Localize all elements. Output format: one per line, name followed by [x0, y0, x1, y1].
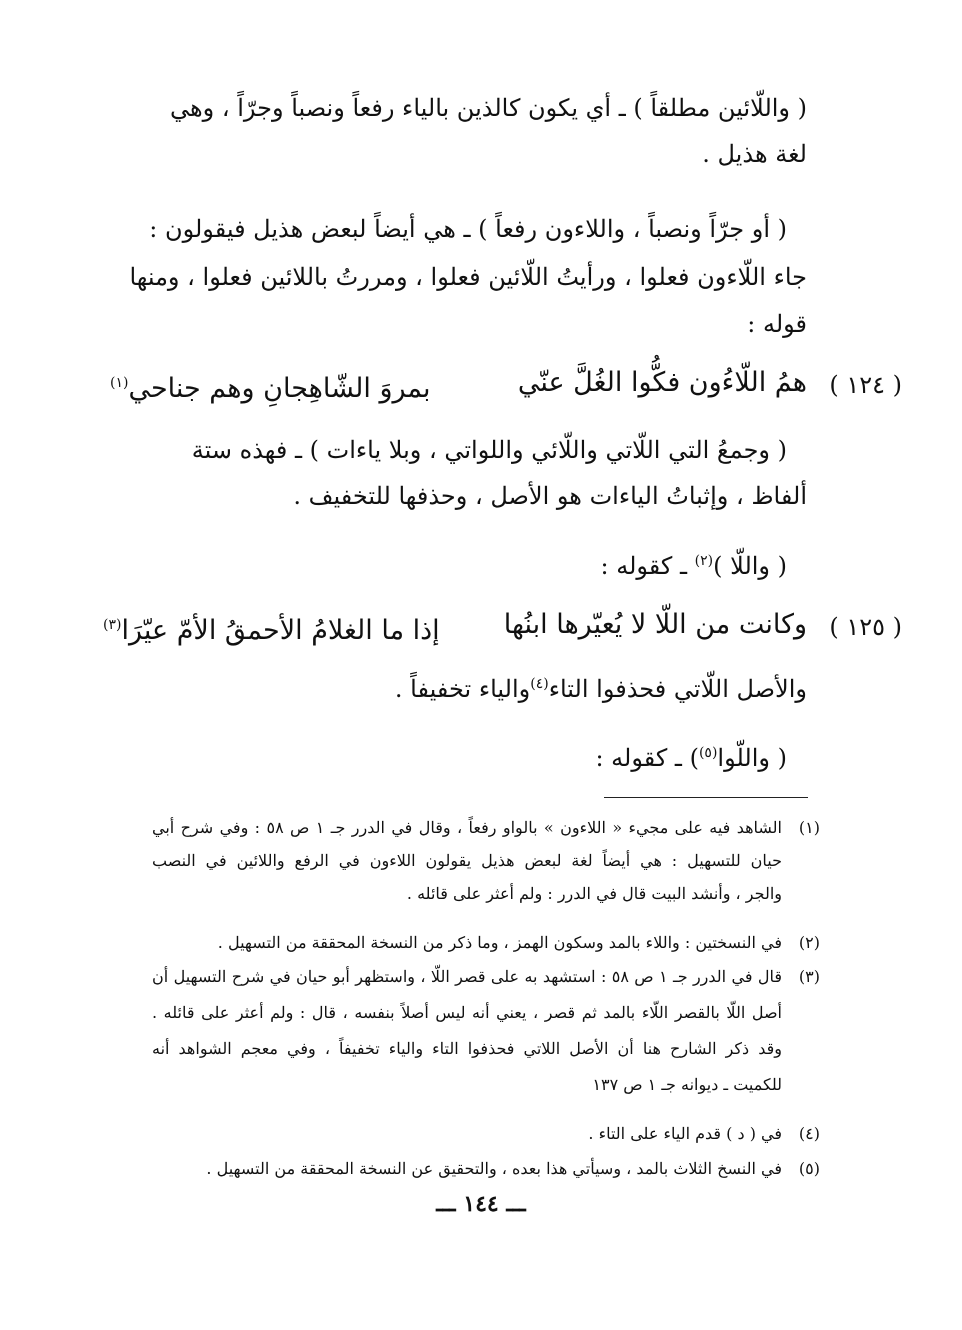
- footnote-1-line-1: الشاهد فيه على مجيء « اللاءون » بالواو رفعاً ، وقال في الدرر جـ ١ ص ٥٨ : وفي شرح أبي: [152, 818, 783, 837]
- footnote-3-line-2: أصل اللّا بالقصر اللّاء بالمد ثم قصر ، يعني أنه ليس أصلاً بنفسه ، قال : ولم أعثر على قائله .: [152, 1003, 782, 1022]
- paragraph-5: [395, 661, 807, 712]
- footnote-1-line-2: حيان للتسهيل : هي أيضاً لغة لبعض هذيل يقولون اللاءون في الرفع واللائين في النصب: [152, 851, 782, 870]
- verse-124-first-hemistich: همُ اللّاءُون فكُّوا الغُلَّ عنّي: [517, 367, 807, 398]
- paragraph-2-line-1: ( أو جرّاً ونصباً ، واللاءون رفعاً ) ـ هي أيضاً لبعض هذيل فيقولون :: [149, 215, 787, 243]
- footnote-2-number: (٢): [798, 933, 820, 952]
- paragraph-1-line-2: لغة هذيل .: [702, 140, 807, 168]
- paragraph-6: [595, 730, 787, 781]
- footnote-1-number: (١): [798, 818, 820, 837]
- verse-124-second-text: بمروَ الشّاهِجانِ وهم جناحي: [128, 373, 431, 404]
- paragraph-4-rest: ـ كقوله :: [600, 552, 688, 580]
- paragraph-2-line-2: جاء اللّاءون فعلوا ، ورأيتُ اللّائين فعلوا ، ومررتُ باللائين فعلوا ، ومنها: [129, 263, 807, 291]
- footnote-separator: [604, 797, 808, 798]
- paragraph-2-line-3: قوله :: [747, 310, 807, 338]
- footnote-3-line-1: قال في الدرر جـ ١ ص ٥٨ : استشهد به على قصر اللّا ، واستظهر أبو حيان في شرح التسهيل أن: [152, 967, 783, 986]
- paragraph-1-line-1: ( واللّائين مطلقاً ) ـ أي يكون كالذين بالياء رفعاً ونصباً وجرّاً ، وهي: [169, 94, 807, 122]
- paragraph-5-text: والأصل اللّاتي فحذفوا التاء: [548, 675, 807, 703]
- verse-125-second-text: إذا ما الغلامُ الأحمقُ الأمّ عيّرَا: [121, 615, 440, 646]
- paragraph-3-line-1: ( وجمعُ التي اللّاتي واللّائي واللواتي ، وبلا ياءات ) ـ فهذه ستة: [191, 436, 787, 464]
- footnote-ref-1[interactable]: (١): [110, 375, 129, 391]
- footnote-ref-4[interactable]: (٤): [530, 676, 549, 692]
- footnote-3-number: (٣): [798, 967, 820, 986]
- footnote-ref-3[interactable]: (٣): [103, 617, 122, 633]
- verse-125-second-hemistich: [103, 602, 440, 654]
- paragraph-6-rest: ) ـ كقوله :: [595, 744, 699, 772]
- paragraph-5-rest: والياء تخفيفاً .: [394, 675, 531, 703]
- footnote-5-line-1: في النسخ الثلاث بالمد ، وسيأتي هذا بعده ، والتحقيق عن النسخة المحققة من التسهيل .: [206, 1159, 782, 1178]
- page-number: ـــ ١٤٤ ـــ: [436, 1191, 526, 1217]
- paragraph-4: [600, 538, 787, 589]
- verse-125-first-hemistich: وكانت من اللّا لا يُعيّرها ابنُها: [503, 609, 807, 640]
- verse-number-125: ( ١٢٥ ): [829, 613, 902, 641]
- footnote-1-line-3: والجر ، وأنشد البيت قال في الدرر : ولم أعثر على قائله .: [406, 884, 782, 903]
- footnote-2-line-1: في النسختين : واللاء بالمد وسكون الهمز ، وما ذكر من النسخة المحققة من التسهيل .: [217, 933, 782, 952]
- footnote-4-number: (٤): [798, 1124, 820, 1143]
- footnote-4-line-1: في ( د ) قدم الياء على التاء .: [588, 1124, 782, 1143]
- footnote-3-line-4: للكميت ـ ديوانه جـ ١ ص ١٣٧: [592, 1075, 782, 1094]
- verse-number-124: ( ١٢٤ ): [829, 371, 902, 399]
- paragraph-6-text: ( واللّوا: [717, 744, 787, 772]
- verse-124-second-hemistich: [110, 360, 431, 412]
- paragraph-3-line-2: ألفاظ ، وإثباتُ الياءات هو الأصل ، وحذفها للتخفيف .: [293, 482, 807, 510]
- paragraph-4-text: ( واللّا ): [713, 552, 787, 580]
- footnote-3-line-3: وقد ذكر الشارح هنا أن الأصل اللاتي فحذفوا التاء والياء تخفيفاً ، وفي معجم الشواهد أنه: [152, 1039, 782, 1058]
- footnote-ref-5[interactable]: (٥): [698, 745, 718, 761]
- footnote-5-number: (٥): [798, 1159, 820, 1178]
- footnote-ref-2[interactable]: (٢): [694, 553, 714, 569]
